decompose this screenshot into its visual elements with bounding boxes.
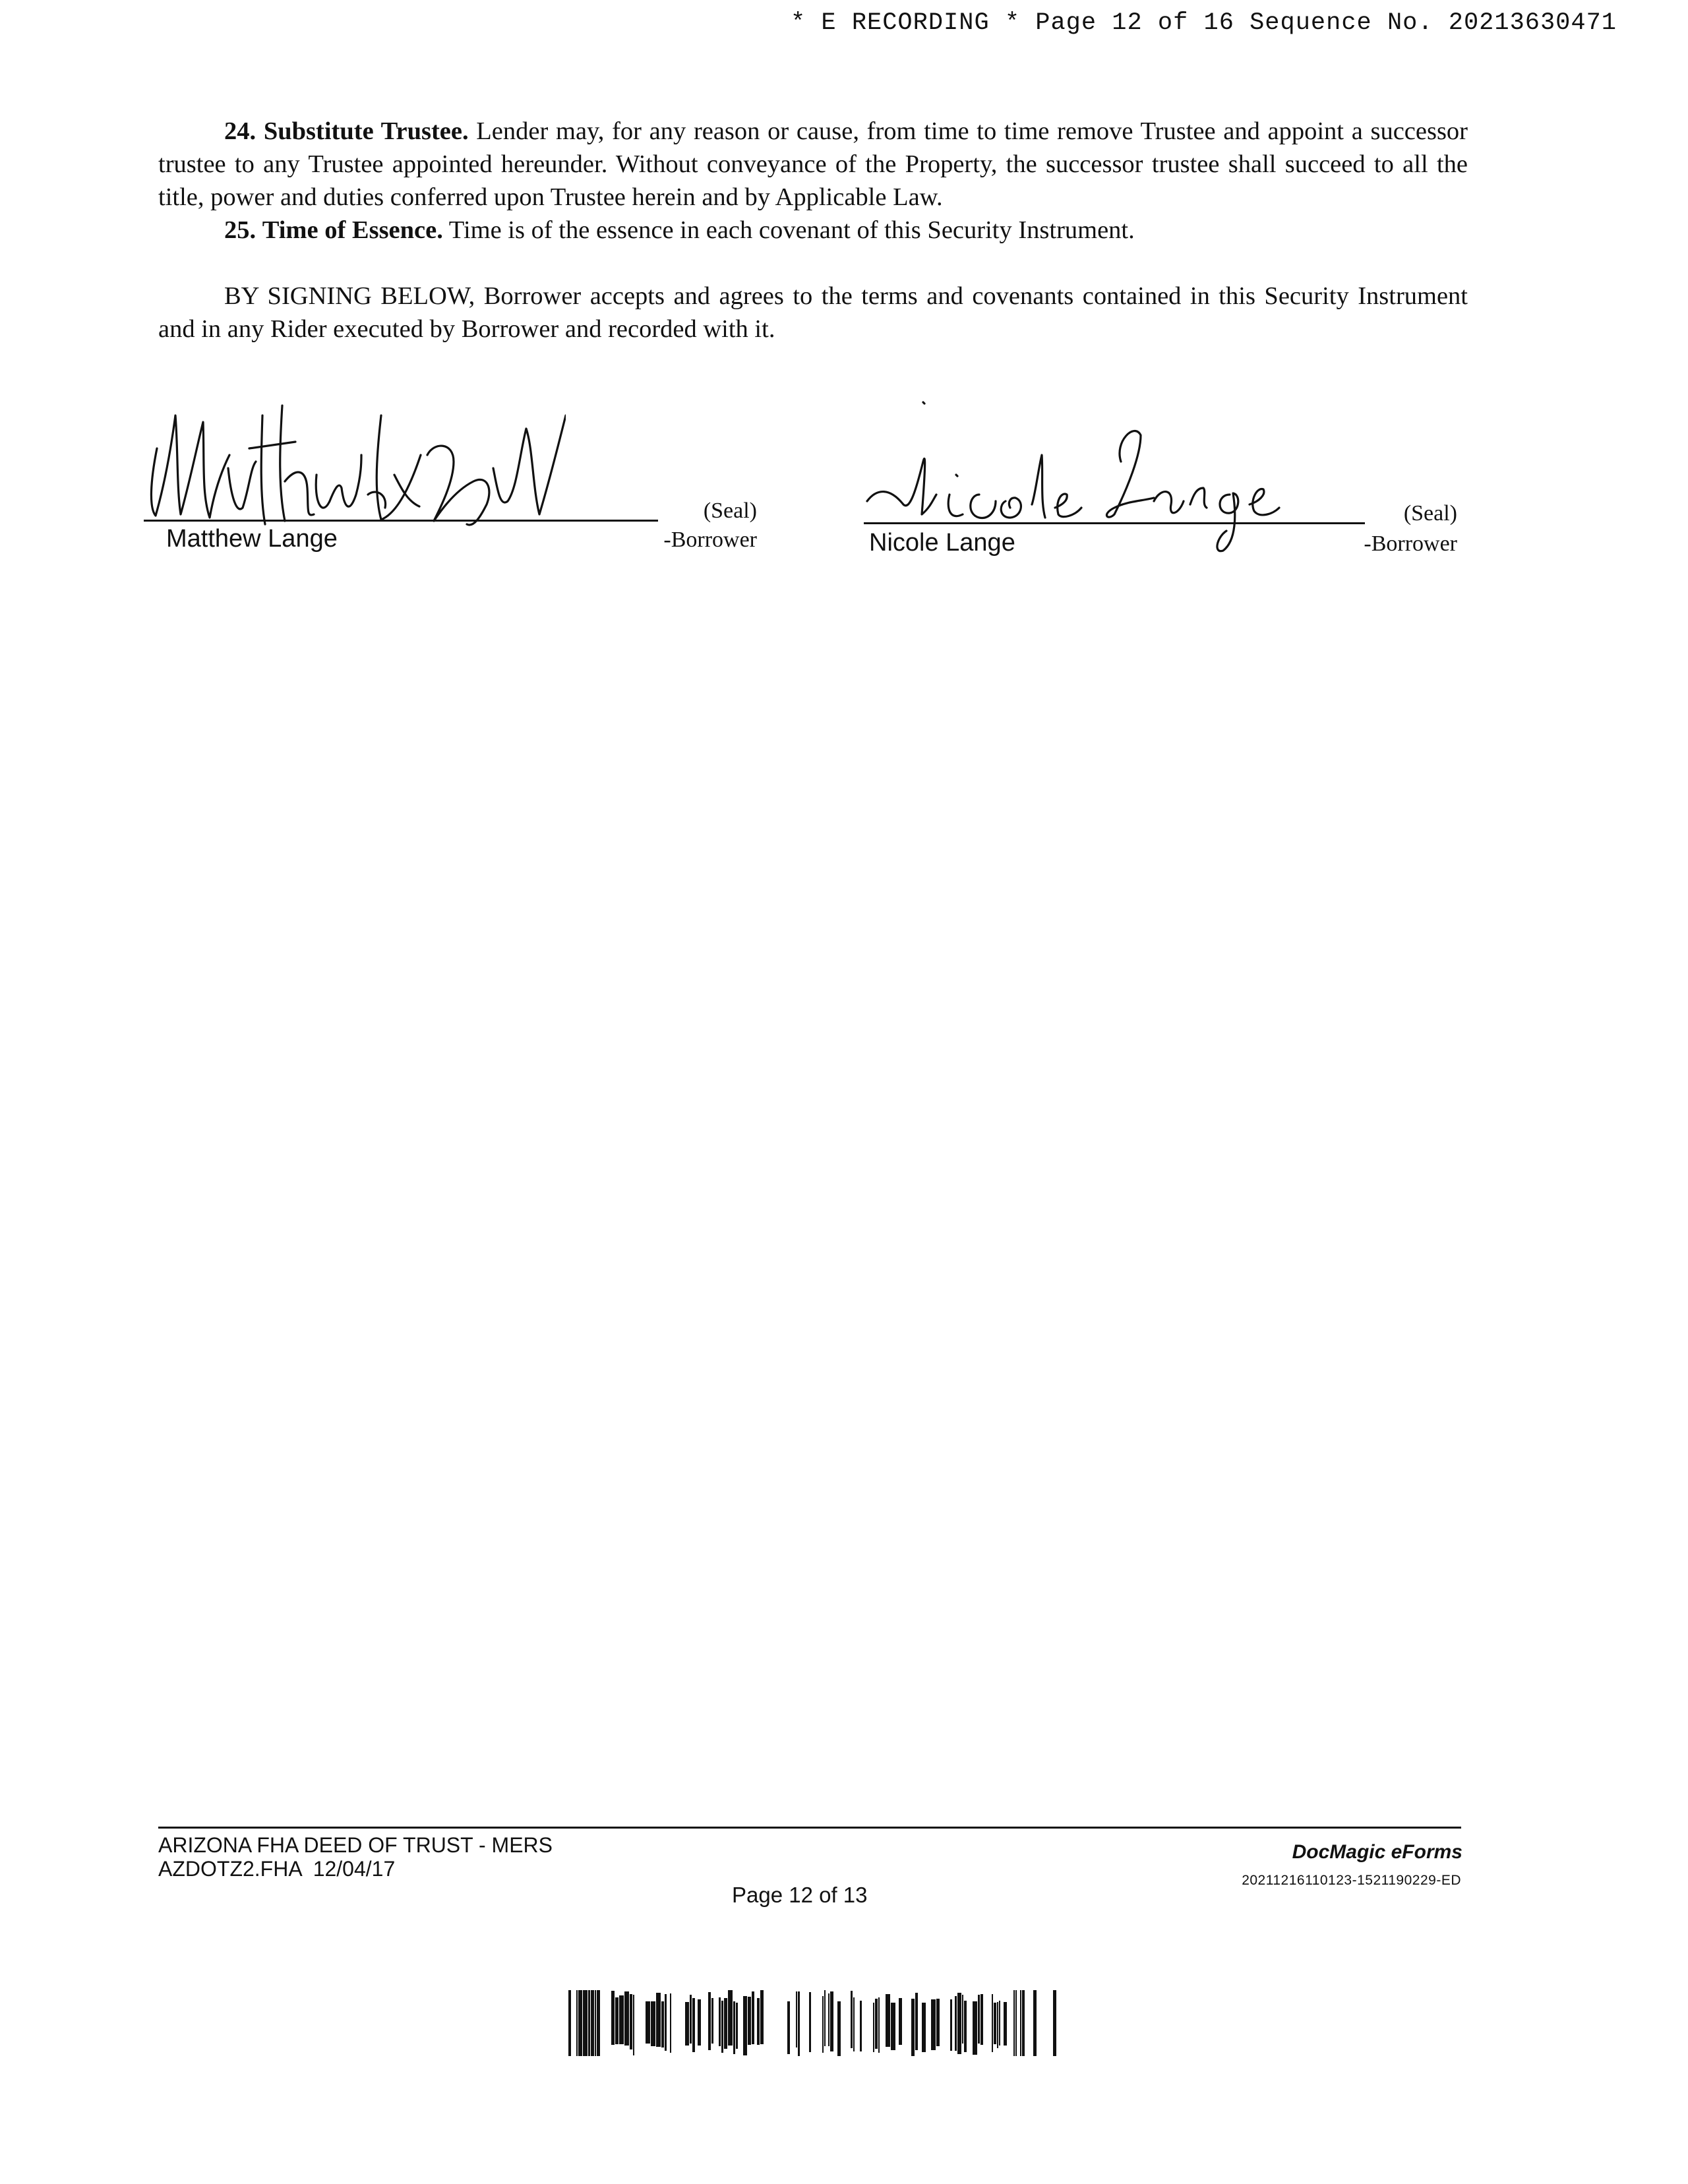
barcode-bar xyxy=(661,2001,664,2048)
barcode-bar xyxy=(962,1995,963,2044)
barcode-bar xyxy=(837,2001,841,2056)
barcode-bar xyxy=(611,1991,615,2045)
barcode-bar xyxy=(950,1999,952,2051)
barcode-bar xyxy=(736,2003,738,2049)
barcode-bar xyxy=(591,1990,594,2056)
barcode-bar xyxy=(719,1997,721,2046)
barcode-bar xyxy=(853,1997,855,2051)
recording-header: * E RECORDING * Page 12 of 16 Sequence No. 20213630471 xyxy=(791,9,1617,37)
signing-statement: BY SIGNING BELOW, Borrower accepts and agrees to the terms and covenants contained in this Security Instrument and in any Rider executed by Borrower and recorded with it. xyxy=(158,282,1468,343)
barcode-bar xyxy=(978,1995,980,2044)
signature-line xyxy=(144,520,658,522)
barcode-bar xyxy=(860,2001,862,2051)
barcode-bar xyxy=(824,1990,826,2046)
barcode-bar xyxy=(891,2003,895,2050)
barcode-bar xyxy=(757,1998,760,2045)
barcode-bar xyxy=(615,1997,618,2044)
barcode-bar xyxy=(711,1998,713,2044)
barcode-bar xyxy=(1004,2002,1007,2046)
barcode-bar xyxy=(973,2001,977,2055)
barcode-bar xyxy=(578,1990,582,2056)
barcode-bar xyxy=(690,1995,692,2044)
document-id: 20211216110123-1521190229-ED xyxy=(1242,1873,1461,1888)
barcode-bar xyxy=(830,1991,833,2051)
barcode-bar xyxy=(665,1994,667,2051)
barcode-bar xyxy=(822,1996,824,2053)
barcode-bar xyxy=(1013,1990,1015,2056)
signature-line xyxy=(864,522,1365,524)
barcode-bar xyxy=(721,2001,723,2053)
barcode-bar xyxy=(743,1996,747,2055)
barcode-bar xyxy=(656,1993,661,2047)
seal-label: (Seal) xyxy=(1403,501,1457,526)
footer-form-info xyxy=(158,1833,553,1881)
signature-block-nicole xyxy=(864,389,1457,567)
barcode-bar xyxy=(651,2001,655,2046)
borrower-name: Nicole Lange xyxy=(869,529,1015,557)
barcode-bar xyxy=(994,2003,996,2044)
document-body xyxy=(158,115,1468,346)
seal-label: (Seal) xyxy=(703,499,757,523)
barcode-bar xyxy=(588,1990,590,2056)
footer-divider xyxy=(158,1827,1461,1829)
barcode-bar xyxy=(692,1998,695,2052)
barcode-bar xyxy=(576,1990,578,2056)
form-code: AZDOTZ2.FHA 12/04/17 xyxy=(158,1857,396,1881)
barcode-bar xyxy=(633,1995,634,2055)
barcode-bar xyxy=(964,2001,967,2052)
borrower-role: -Borrower xyxy=(1364,531,1457,556)
barcode-bar xyxy=(1020,1990,1021,2056)
section-24 xyxy=(158,115,1468,214)
barcode-bar xyxy=(922,2003,926,2052)
signature-block-matthew xyxy=(144,389,757,567)
barcode-bar xyxy=(1053,1990,1056,2056)
barcode-bar xyxy=(875,1999,878,2049)
barcode-bar xyxy=(911,1999,915,2056)
barcode-bar xyxy=(752,1991,754,2044)
barcode-bar xyxy=(597,1990,600,2056)
barcode-bar xyxy=(915,1993,918,2050)
barcode-bar xyxy=(955,1996,957,2051)
barcode-bar xyxy=(698,1999,701,2046)
barcode-bar xyxy=(997,2002,998,2048)
handwritten-signature xyxy=(144,389,566,547)
barcode-bar xyxy=(583,1990,588,2056)
barcode-bar xyxy=(999,2001,1000,2046)
barcode-bar xyxy=(796,1991,797,2048)
section-text: Time is of the essence in each covenant of this Security Instrument. xyxy=(442,216,1135,244)
barcode-bar xyxy=(1015,1990,1017,2056)
page-number: Page 12 of 13 xyxy=(732,1883,868,1907)
barcode-bar xyxy=(733,2001,735,2054)
barcode-bar xyxy=(619,1995,624,2044)
barcode-bar xyxy=(851,1991,853,2048)
barcode-bar xyxy=(873,2003,874,2052)
barcode-bar xyxy=(787,2001,790,2054)
borrower-role: -Borrower xyxy=(663,528,757,552)
barcode-bar xyxy=(630,1994,632,2049)
barcode-bar xyxy=(685,2002,689,2046)
barcode-bar xyxy=(957,1993,961,2054)
barcode-bar xyxy=(828,1993,829,2046)
borrower-name: Matthew Lange xyxy=(166,525,338,553)
barcode-bar xyxy=(1033,1990,1037,2056)
section-number: 25. xyxy=(224,216,256,244)
barcode-bar xyxy=(878,1997,880,2053)
form-title: ARIZONA FHA DEED OF TRUST - MERS xyxy=(158,1833,553,1857)
barcode-bar xyxy=(798,1991,800,2056)
section-number: 24. xyxy=(224,117,256,145)
barcode-bar xyxy=(646,2001,650,2044)
barcode-icon xyxy=(568,1990,1056,2056)
barcode-bar xyxy=(980,1994,983,2045)
barcode-bar xyxy=(708,1992,711,2050)
section-text: Lender may, for any reason or cause, from time to time remove Trustee and appoint a successor trustee to any Trustee appointed hereunder. Without conveyance of the Property, the successor trustee shall succeed to all the title, power and duties conferred upon Trustee herein and by Applicable Law. xyxy=(158,117,1468,211)
barcode-bar xyxy=(760,1990,764,2044)
barcode-bar xyxy=(809,1992,811,2052)
docmagic-logo: DocMagic eForms xyxy=(1292,1841,1462,1863)
barcode-bar xyxy=(748,1997,751,2045)
barcode-bar xyxy=(728,1990,733,2046)
barcode-bar xyxy=(568,1990,571,2056)
barcode-bar xyxy=(624,1991,629,2046)
barcode-bar xyxy=(936,1999,940,2046)
barcode-bar xyxy=(670,1993,671,2053)
barcode-bar xyxy=(886,1994,890,2047)
barcode-bar xyxy=(931,1999,936,2050)
section-heading: Substitute Trustee. xyxy=(263,117,469,145)
barcode-bar xyxy=(992,1994,993,2052)
section-heading: Time of Essence. xyxy=(262,216,443,244)
barcode-bar xyxy=(1022,1990,1025,2056)
barcode-bar xyxy=(899,1998,902,2045)
barcode-bar xyxy=(595,1990,596,2056)
section-25 xyxy=(158,214,1468,247)
barcode-bar xyxy=(724,1998,727,2049)
